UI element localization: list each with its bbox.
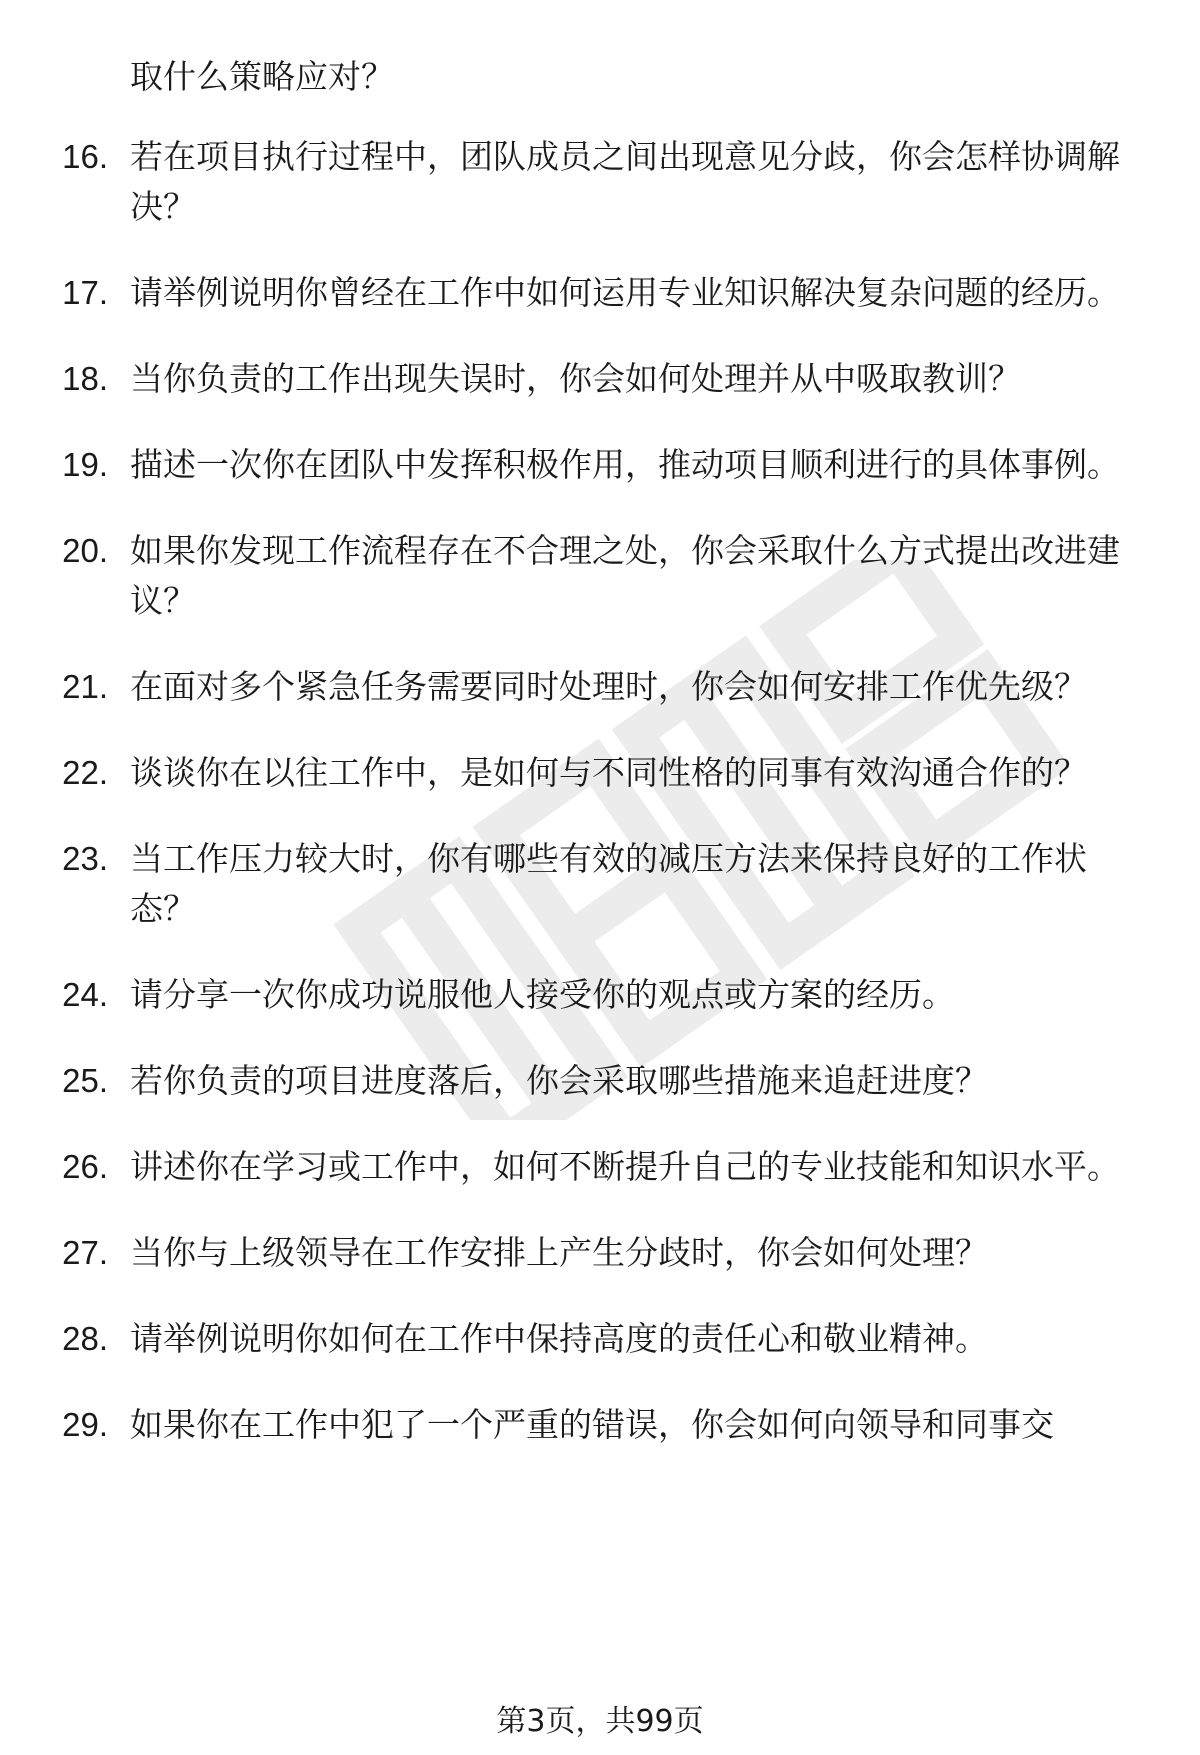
question-text: 在面对多个紧急任务需要同时处理时，你会如何安排工作优先级？ [130,667,1087,706]
question-text: 若在项目执行过程中，团队成员之间出现意见分歧，你会怎样协调解决？ [130,137,1120,226]
question-number: 19. [62,446,108,483]
question-item [0,354,1200,404]
question-item [0,1314,1200,1364]
question-number: 24. [62,976,108,1013]
continuation-text: 取什么策略应对？ [130,57,394,96]
question-text: 如果你在工作中犯了一个严重的错误，你会如何向领导和同事交 [130,1405,1054,1444]
question-number: 26. [62,1148,108,1185]
question-text: 当你与上级领导在工作安排上产生分歧时，你会如何处理？ [130,1233,988,1272]
question-number: 16. [62,138,108,175]
question-number: 28. [62,1320,108,1357]
question-number: 27. [62,1234,108,1271]
question-item [0,132,1200,232]
question-text: 请分享一次你成功说服他人接受你的观点或方案的经历。 [130,975,955,1014]
question-text: 谈谈你在以往工作中，是如何与不同性格的同事有效沟通合作的？ [130,753,1087,792]
question-item [0,440,1200,490]
question-number: 23. [62,840,108,877]
question-item [0,970,1200,1020]
question-item [0,1142,1200,1192]
question-number: 22. [62,754,108,791]
question-list [0,132,1200,1486]
question-text: 讲述你在学习或工作中，如何不断提升自己的专业技能和知识水平。 [130,1147,1120,1186]
question-item [0,268,1200,318]
question-text: 如果你发现工作流程存在不合理之处，你会采取什么方式提出改进建议？ [130,531,1120,620]
question-item [0,748,1200,798]
question-number: 20. [62,532,108,569]
question-number: 25. [62,1062,108,1099]
question-item [0,1056,1200,1106]
page-footer: 第3页，共99页 [496,1704,704,1739]
question-text: 当工作压力较大时，你有哪些有效的减压方法来保持良好的工作状态？ [130,839,1087,928]
question-number: 21. [62,668,108,705]
question-item [0,526,1200,626]
question-text: 描述一次你在团队中发挥积极作用，推动项目顺利进行的具体事例。 [130,445,1120,484]
question-text: 请举例说明你曾经在工作中如何运用专业知识解决复杂问题的经历。 [130,273,1120,312]
question-text: 若你负责的项目进度落后，你会采取哪些措施来追赶进度？ [130,1061,988,1100]
question-item [0,1228,1200,1278]
question-number: 18. [62,360,108,397]
question-text: 当你负责的工作出现失误时，你会如何处理并从中吸取教训？ [130,359,1021,398]
question-item [0,1400,1200,1450]
question-item [0,662,1200,712]
question-number: 29. [62,1406,108,1443]
question-number: 17. [62,274,108,311]
question-text: 请举例说明你如何在工作中保持高度的责任心和敬业精神。 [130,1319,988,1358]
question-item [0,834,1200,934]
